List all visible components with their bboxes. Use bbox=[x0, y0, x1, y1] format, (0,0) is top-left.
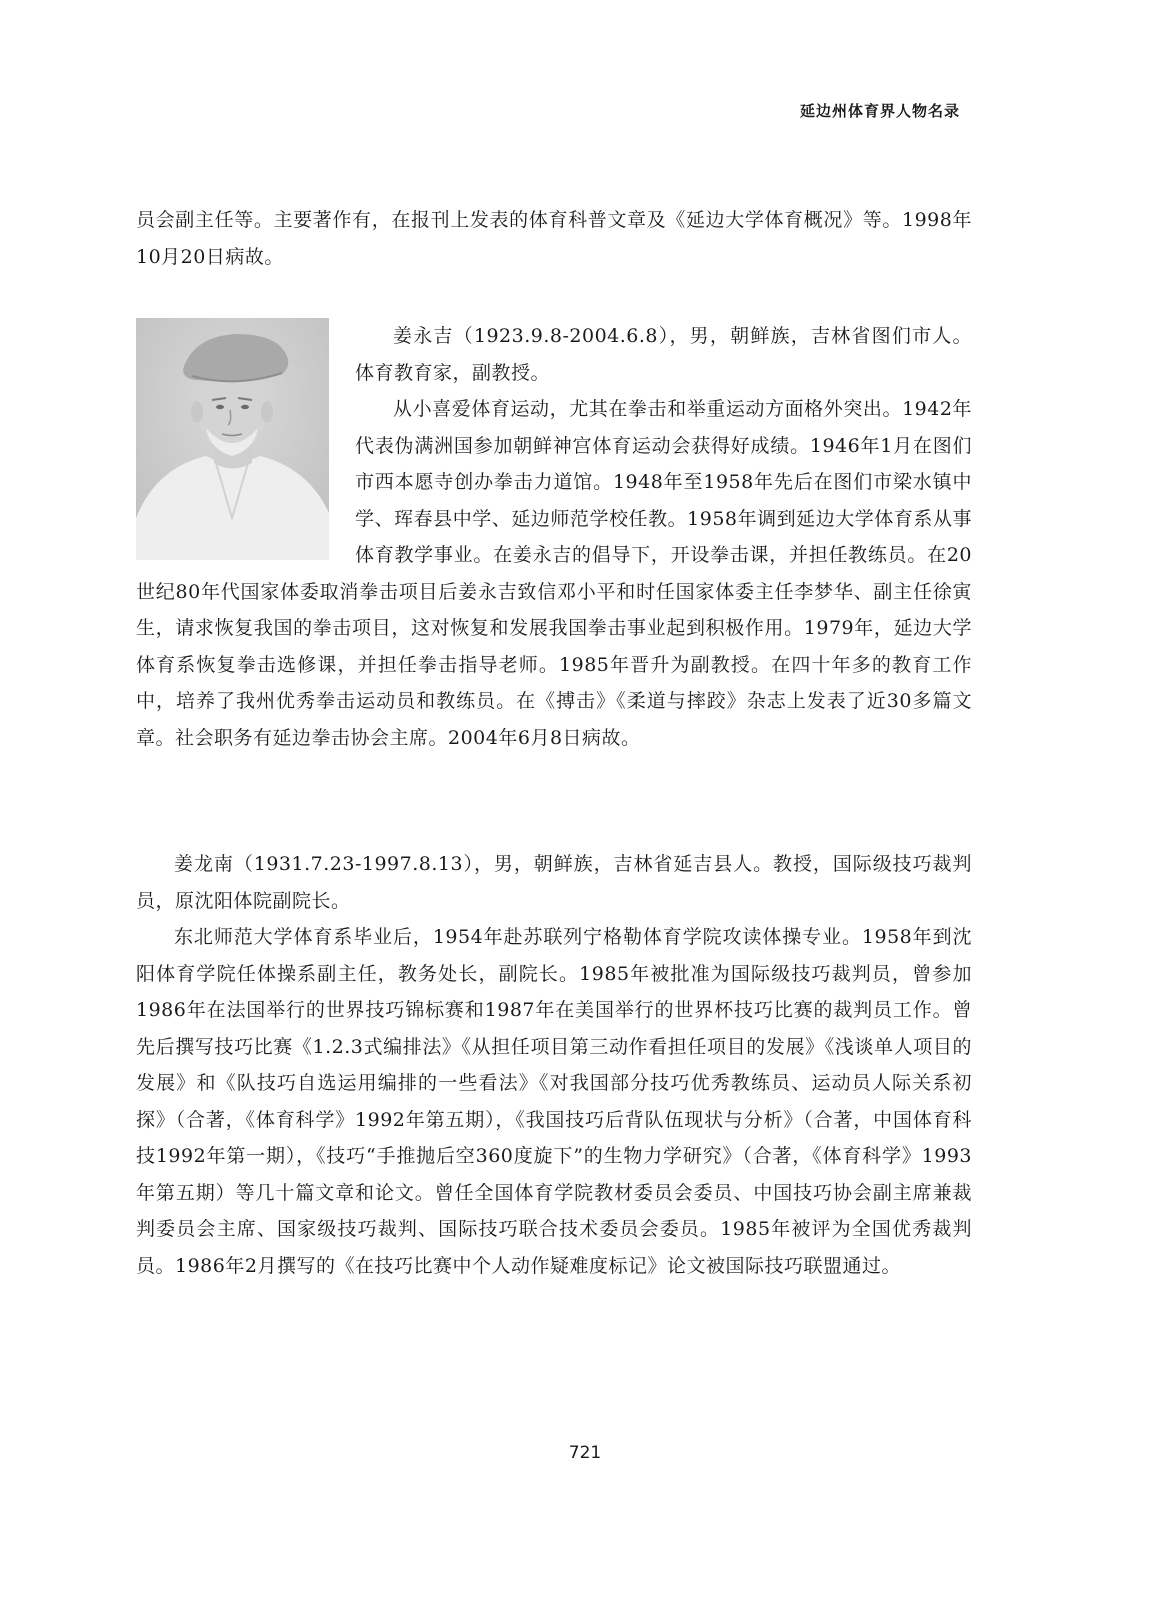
portrait-photo bbox=[136, 318, 329, 560]
entry-paragraph: 姜龙南（1931.7.23-1997.8.13），男，朝鲜族，吉林省延吉县人。教授，国际级技巧裁判员，原沈阳体院副院长。 bbox=[136, 853, 972, 912]
entry-paragraph: 姜永吉（1923.9.8-2004.6.8），男，朝鲜族，吉林省图们市人。体育教育家，副教授。 bbox=[355, 325, 972, 384]
continuation-paragraph: 员会副主任等。主要著作有，在报刊上发表的体育科普文章及《延边大学体育概况》等。1998年10月20日病故。 bbox=[136, 209, 972, 268]
running-head: 延边州体育界人物名录 bbox=[799, 102, 960, 120]
entry-paragraph: 东北师范大学体育系毕业后，1954年赴苏联列宁格勒体育学院攻读体操专业。1958年到沈阳体育学院任体操系副主任，教务处长，副院长。1985年被批准为国际级技巧裁判员，曾参加1986年在法国举行的世界技巧锦标赛和1987年在美国举行的世界杯技巧比赛的裁判员工作。曾先后撰写技巧比赛《1.2.3式编排法》《从担任项目第三动作看担任项目的发展》《浅谈单人项目的发展》和《队技巧自选运用编排的一些看法》《对我国部分技巧优秀教练员、运动员人际关系初探》（合著，《体育科学》1992年第五期），《我国技巧后背队伍现状与分析》（合著，中国体育科技1992年第一期），《技巧“手推抛后空360度旋下”的生物力学研究》（合著，《体育科学》1993年第五期）等几十篇文章和论文。曾任全国体育学院教材委员会委员、中国技巧协会副主席兼裁判委员会主席、国家级技巧裁判、国际技巧联合技术委员会委员。1985年被评为全国优秀裁判员。1986年2月撰写的《在技巧比赛中个人动作疑难度标记》论文被国际技巧联盟通过。 bbox=[136, 926, 972, 1277]
entry-jiang-yongji bbox=[136, 318, 972, 756]
entry-jiang-longnan bbox=[136, 846, 972, 1284]
entry-paragraph: 从小喜爱体育运动，尤其在拳击和举重运动方面格外突出。1942年代表伪满洲国参加朝鲜神宫体育运动会获得好成绩。1946年1月在图们市西本愿寺创办拳击力道馆。1948年至1958年先后在图们市梁水镇中学、珲春县中学、延边师范学校任教。1958年调到延边大学体育系从事体育教学事业。在姜永吉的倡导下，开设拳击课，并担任教练员。在20世纪80年代国家体委取消拳击项目后姜永吉致信邓小平和时任国家体委主任李梦华、副主任徐寅生，请求恢复我国的拳击项目，这对恢复和发展我国拳击事业起到积极作用。1979年，延边大学体育系恢复拳击选修课，并担任拳击指导老师。1985年晋升为副教授。在四十年多的教育工作中，培养了我州优秀拳击运动员和教练员。在《搏击》《柔道与摔跤》杂志上发表了近30多篇文章。社会职务有延边拳击协会主席。2004年6月8日病故。 bbox=[136, 398, 972, 749]
page-number: 721 bbox=[568, 1443, 602, 1463]
portrait-image bbox=[136, 318, 329, 560]
continuation-block bbox=[136, 202, 972, 275]
